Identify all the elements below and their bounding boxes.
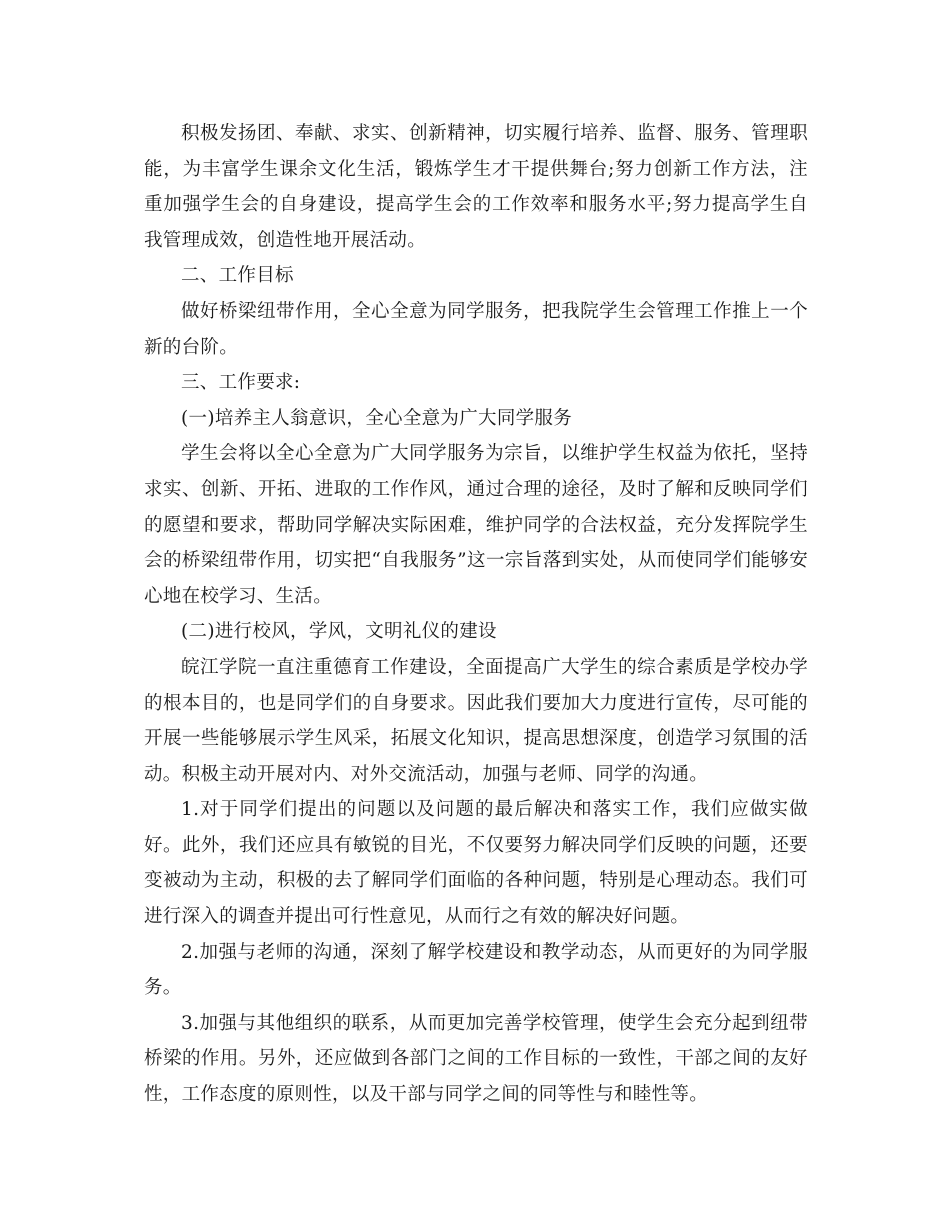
paragraph-ownership: 学生会将以全心全意为广大同学服务为宗旨，以维护学生权益为依托，坚持求实、创新、开拓、进取的工作作风，通过合理的途径，及时了解和反映同学们的愿望和要求，帮助同学解决实际困难，维护同学的合法权益，充分发挥院学生会的桥梁纽带作用，切实把“自我服务”这一宗旨落到实处，从而使同学们能够安心地在校学习、生活。 <box>144 443 808 607</box>
paragraph-mission: 积极发扬团、奉献、求实、创新精神，切实履行培养、监督、服务、管理职能，为丰富学生课余文化生活，锻炼学生才干提供舞台;努力创新工作方法，注重加强学生会的自身建设，提高学生会的工作效率和服务水平;努力提高学生自我管理成效，创造性地开展活动。 <box>144 123 808 251</box>
paragraph-school-culture: 皖江学院一直注重德育工作建设，全面提高广大学生的综合素质是学校办学的根本目的，也是同学们的自身要求。因此我们要加大力度进行宣传，尽可能的开展一些能够展示学生风采，拓展文化知识，提高思想深度，创造学习氛围的活动。积极主动开展对内、对外交流活动，加强与老师、同学的沟通。 <box>144 656 808 785</box>
list-item-1: 1.对于同学们提出的问题以及问题的最后解决和落实工作，我们应做实做好。此外，我们还应具有敏锐的目光，不仅要努力解决同学们反映的问题，还要变被动为主动，积极的去了解同学们面临的各种问题，特别是心理动态。我们可进行深入的调查并提出可行性意见，从而行之有效的解决好问题。 <box>144 799 808 928</box>
heading-work-requirements: 三、工作要求: <box>181 372 301 394</box>
list-item-3: 3.加强与其他组织的联系，从而更加完善学校管理，使学生会充分起到纽带桥梁的作用。另外，还应做到各部门之间的工作目标的一致性，干部之间的友好性，工作态度的原则性，以及干部与同学之间的同等性与和睦性等。 <box>144 1012 808 1106</box>
subheading-school-culture: (二)进行校风，学风，文明礼仪的建设 <box>181 621 497 643</box>
list-item-2: 2.加强与老师的沟通，深刻了解学校建设和教学动态，从而更好的为同学服务。 <box>144 941 808 999</box>
heading-work-goals: 二、工作目标 <box>181 265 294 287</box>
subheading-ownership: (一)培养主人翁意识，全心全意为广大同学服务 <box>181 407 573 429</box>
paragraph-work-goals: 做好桥梁纽带作用，全心全意为同学服务，把我院学生会管理工作推上一个新的台阶。 <box>144 300 808 358</box>
document-body <box>144 116 808 1113</box>
